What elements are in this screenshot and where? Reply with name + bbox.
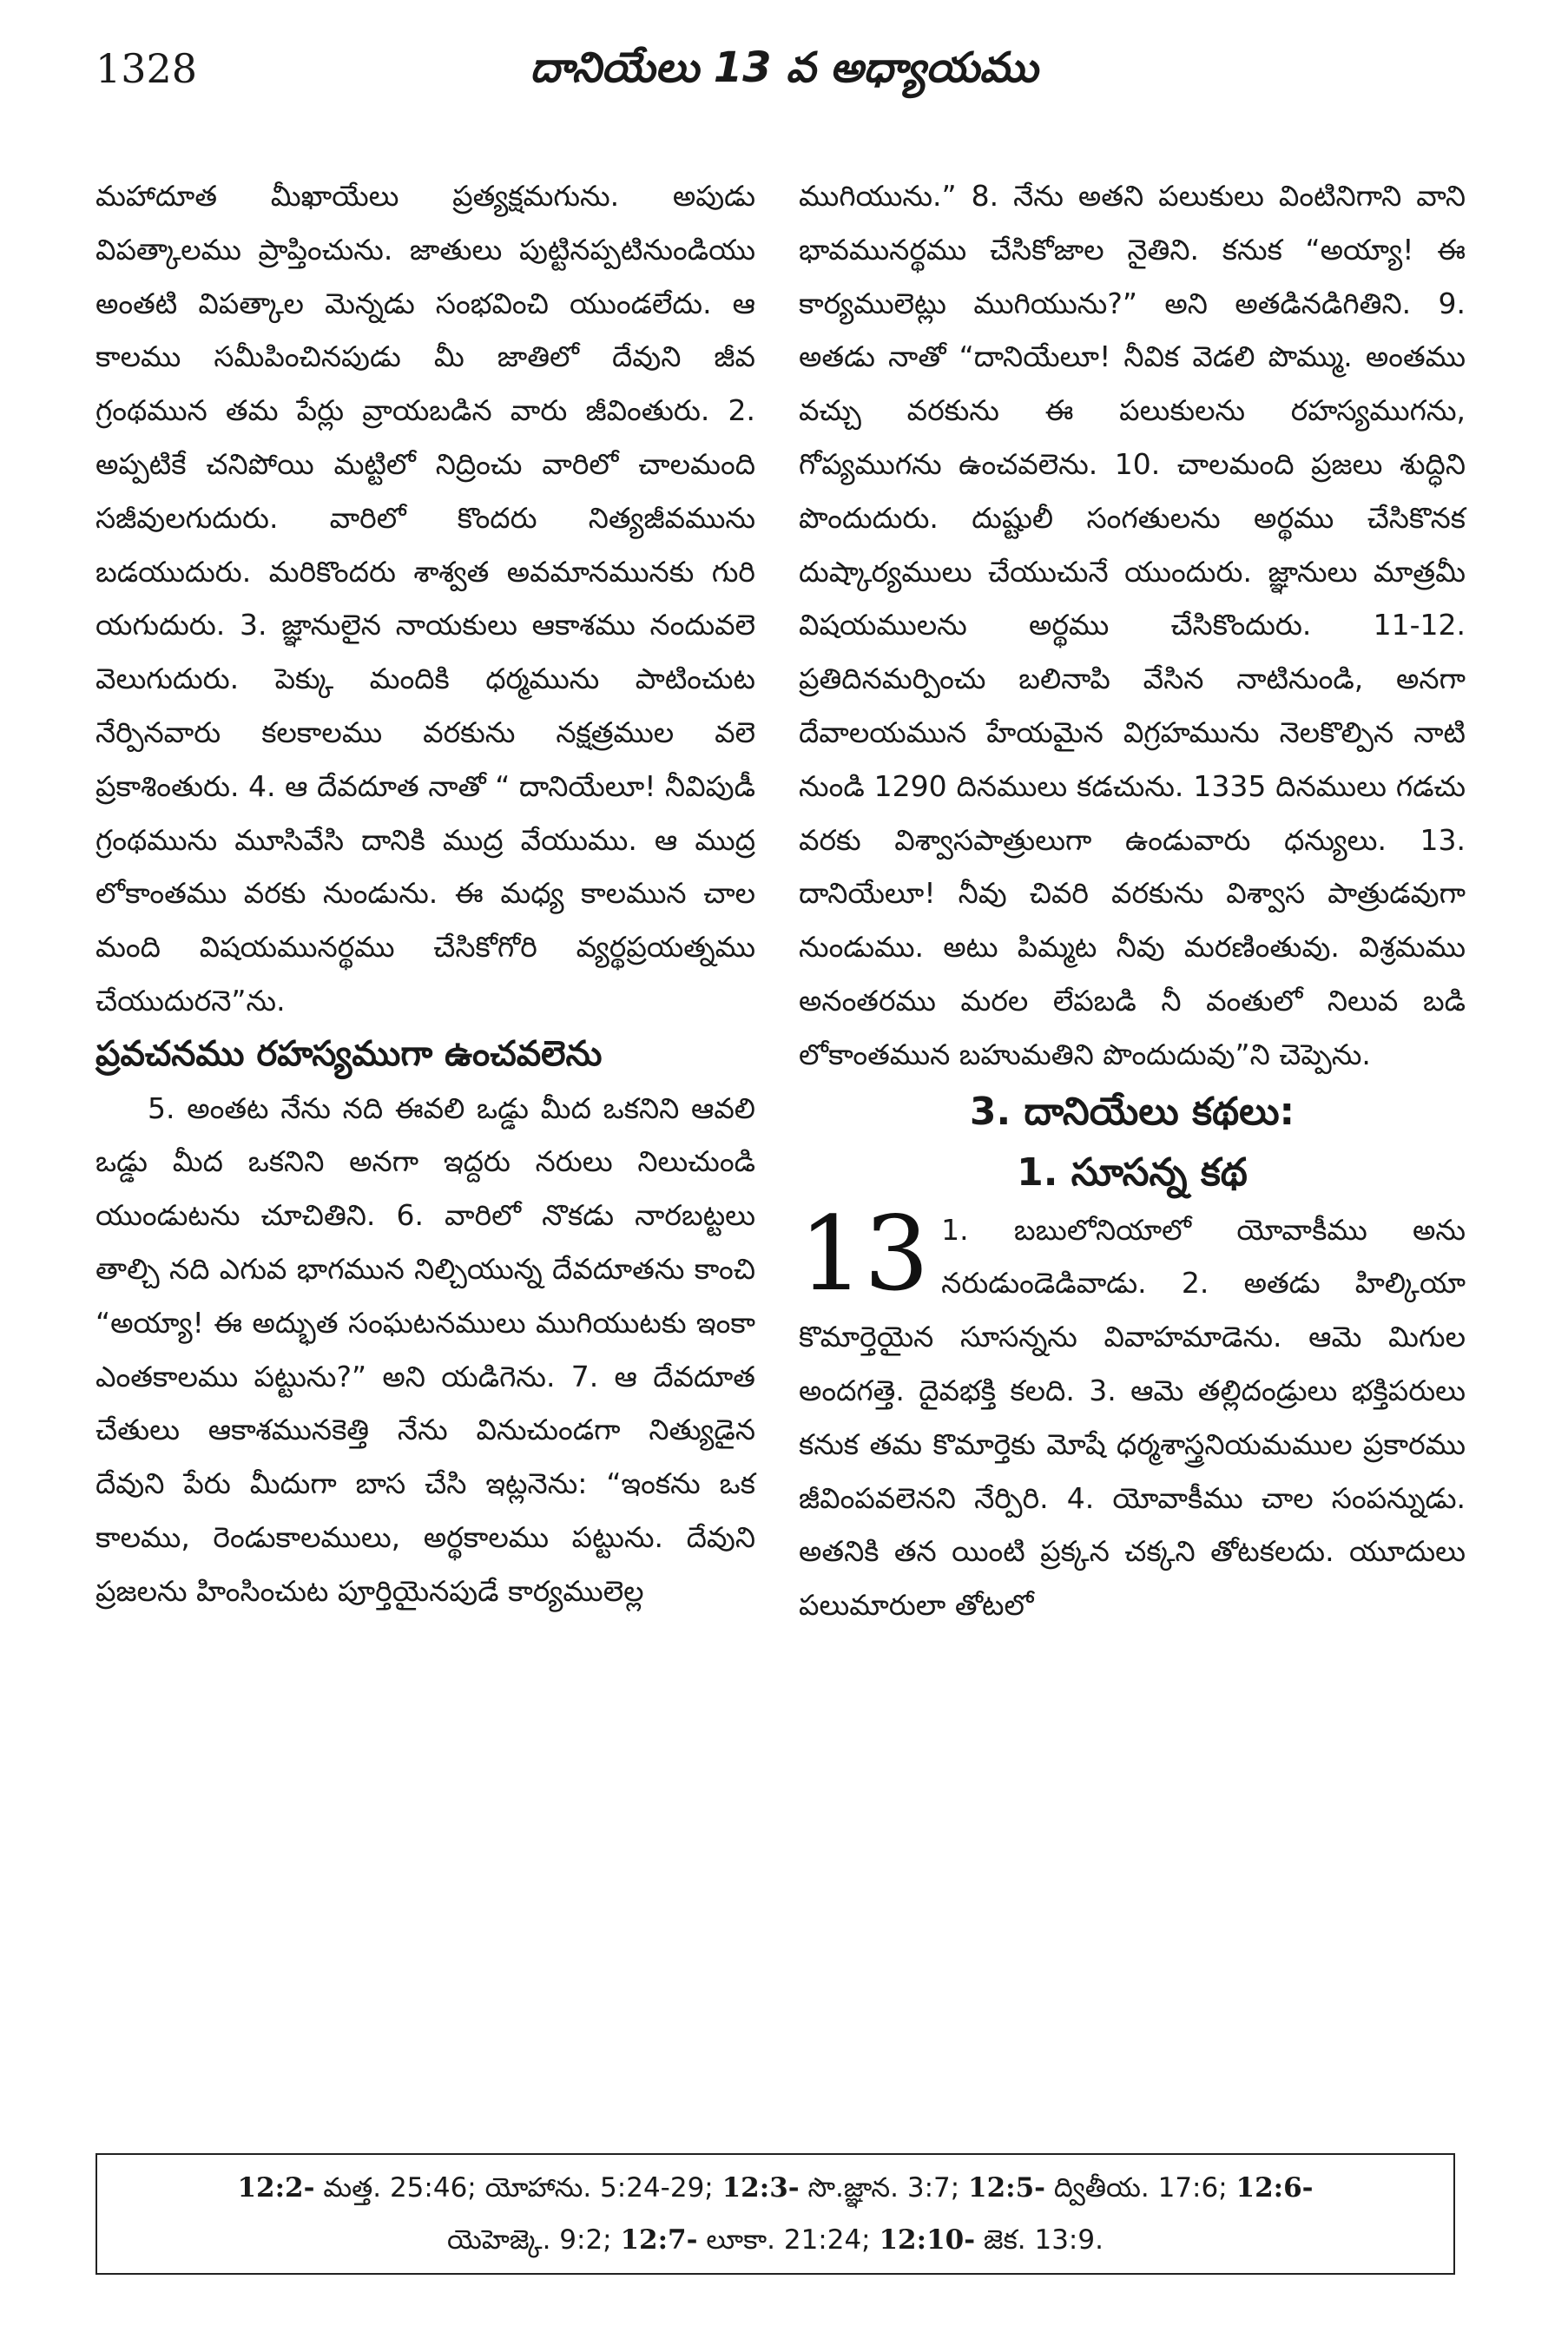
footnote-text: సొ.జ్ఞాన. 3:7; bbox=[799, 2172, 969, 2204]
footnote-ref: 12:6- bbox=[1235, 2172, 1314, 2204]
chapter-heading: 3. దానియేలు కథలు: bbox=[969, 1089, 1295, 1134]
chapter-drop-cap: 13 bbox=[799, 1193, 930, 1314]
paragraph-text: 1. బబులోనియాలో యోవాకీము అను నరుడుండెడివాడు. 2. అతడు హిల్కియా కొమార్తెయైన సూసన్నను వివాహమాడెను. ఆమె మిగుల అందగత్తె. దైవభక్తి కలది. 3. ఆమె తల్లిదండ్రులు భక్తిపరులు కనుక తమ కొమార్తెకు మోషే ధర్మశాస్త్రనియమముల ప్రకారము జీవింపవలెనని నేర్పిరి. 4. యోవాకీము చాల సంపన్నుడు. అతనికి తన యింటి ప్రక్కన చక్కని తోటకలదు. యూదులు పలుమారులా తోటలో bbox=[799, 1212, 1466, 1623]
body-paragraph: మహాదూత మీఖాయేలు ప్రత్యక్షమగును. అపుడు విపత్కాలము ప్రాప్తించును. జాతులు పుట్టినప్పటినుండియు అంతటి విపత్కాల మెన్నడు సంభవించి యుండలేదు. ఆ కాలము సమీపించినపుడు మీ జాతిలో దేవుని జీవ గ్రంథమున తమ పేర్లు వ్రాయబడిన వారు జీవింతురు. 2. అప్పటికే చనిపోయి మట్టిలో నిద్రించు వారిలో చాలమంది సజీవులగుదురు. వారిలో కొందరు నిత్యజీవమును బడయుదురు. మరికొందరు శాశ్వత అవమానమునకు గురి యగుదురు. 3. జ్ఞానులైన నాయకులు ఆకాశము నందువలె వెలుగుదురు. పెక్కు మందికి ధర్మమును పాటించుట నేర్పినవారు కలకాలము వరకును నక్షత్రముల వలె ప్రకాశింతురు. 4. ఆ దేవదూత నాతో “ దానియేలూ! నీవిపుడీ గ్రంథమును మూసివేసి దానికి ముద్ర వేయుము. ఆ ముద్ర లోకాంతము వరకు నుండును. ఈ మధ్య కాలమున చాల మంది విషయమునర్థము చేసికోగోరి వ్యర్థప్రయత్నము చేయుదురనె”ను. bbox=[96, 179, 755, 1018]
footnote-ref: 12:5- bbox=[968, 2172, 1046, 2204]
footnote-ref: 12:10- bbox=[879, 2224, 976, 2256]
footnote-line bbox=[97, 2214, 1453, 2266]
body-paragraph: 5. అంతట నేను నది ఈవలి ఒడ్డు మీద ఒకనిని ఆవలి ఒడ్డు మీద ఒకనిని అనగా ఇద్దరు నరులు నిలుచుండి యుండుటను చూచితిని. 6. వారిలో నొకడు నారబట్టలు తాల్చి నది ఎగువ భాగమున నిల్చియున్న దేవదూతను కాంచి “అయ్యా! ఈ అద్భుత సంఘటనములు ముగియుటకు ఇంకా ఎంతకాలము పట్టును?” అని యడిగెను. 7. ఆ దేవదూత చేతులు ఆకాశమునకెత్తి నేను వినుచుండగా నిత్యుడైన దేవుని పేరు మీదుగా బాస చేసి ఇట్లనెను: “ఇంకను ఒక కాలము, రెండుకాలములు, అర్థకాలము పట్టును. దేవుని ప్రజలను హింసించుట పూర్తియైనపుడే కార్యములెల్ల bbox=[96, 1090, 755, 1608]
footnote-ref: 12:3- bbox=[721, 2172, 800, 2204]
footnote-ref: 12:7- bbox=[620, 2224, 698, 2256]
body-paragraph: ముగియును.” 8. నేను అతని పలుకులు వింటినిగాని వాని భావమునర్థము చేసికోజాల నైతిని. కనుక “అయ్యా! ఈ కార్యములెట్లు ముగియును?” అని అతడినడిగితిని. 9. అతడు నాతో “దానియేలూ! నీవిక వెడలి పొమ్ము. అంతము వచ్చు వరకును ఈ పలుకులను రహస్యముగను, గోప్యముగను ఉంచవలెను. 10. చాలమంది ప్రజలు శుద్ధిని పొందుదురు. దుష్టులీ సంగతులను అర్థము చేసికొనక దుష్కార్యములు చేయుచునే యుందురు. జ్ఞానులు మాత్రమీ విషయములను అర్థము చేసికొందురు. 11-12. ప్రతిదినమర్పించు బలినాపి వేసిన నాటినుండి, అనగా దేవాలయమున హేయమైన విగ్రహమును నెలకొల్పిన నాటి నుండి 1290 దినములు కడచును. 1335 దినములు గడచు వరకు విశ్వాసపాత్రులుగా ఉండువారు ధన్యులు. 13. దానియేలూ! నీవు చివరి వరకును విశ్వాస పాత్రుడవుగా నుండుము. అటు పిమ్మట నీవు మరణింతువు. విశ్రమము అనంతరము మరల లేపబడి నీ వంతులో నిలువ బడి లోకాంతమున బహుమతిని పొందుదువు”ని చెప్పెను. bbox=[799, 179, 1466, 1071]
footnote-text: మత్త. 25:46; యోహాను. 5:24-29; bbox=[314, 2172, 722, 2204]
footnote-text: లూకా. 21:24; bbox=[697, 2224, 880, 2256]
footnote-ref: 12:2- bbox=[237, 2172, 315, 2204]
section-subheading: ప్రవచనము రహస్యముగా ఉంచవలెను bbox=[96, 1033, 603, 1074]
footnote-text: జెక. 13:9. bbox=[975, 2224, 1104, 2256]
running-title: దానియేలు 13 వ అధ్యాయము bbox=[530, 43, 1038, 92]
story-heading: 1. సూసన్న కథ bbox=[1017, 1150, 1248, 1195]
right-column bbox=[799, 169, 1466, 1632]
left-column bbox=[96, 169, 755, 1618]
body-paragraph bbox=[799, 1193, 1466, 1632]
cross-reference-box bbox=[96, 2153, 1455, 2275]
page-number: 1328 bbox=[96, 45, 198, 92]
footnote-line bbox=[97, 2162, 1453, 2214]
footnote-text: యెహెజ్కె. 9:2; bbox=[447, 2224, 621, 2256]
footnote-text: ద్వితీయ. 17:6; bbox=[1045, 2172, 1236, 2204]
